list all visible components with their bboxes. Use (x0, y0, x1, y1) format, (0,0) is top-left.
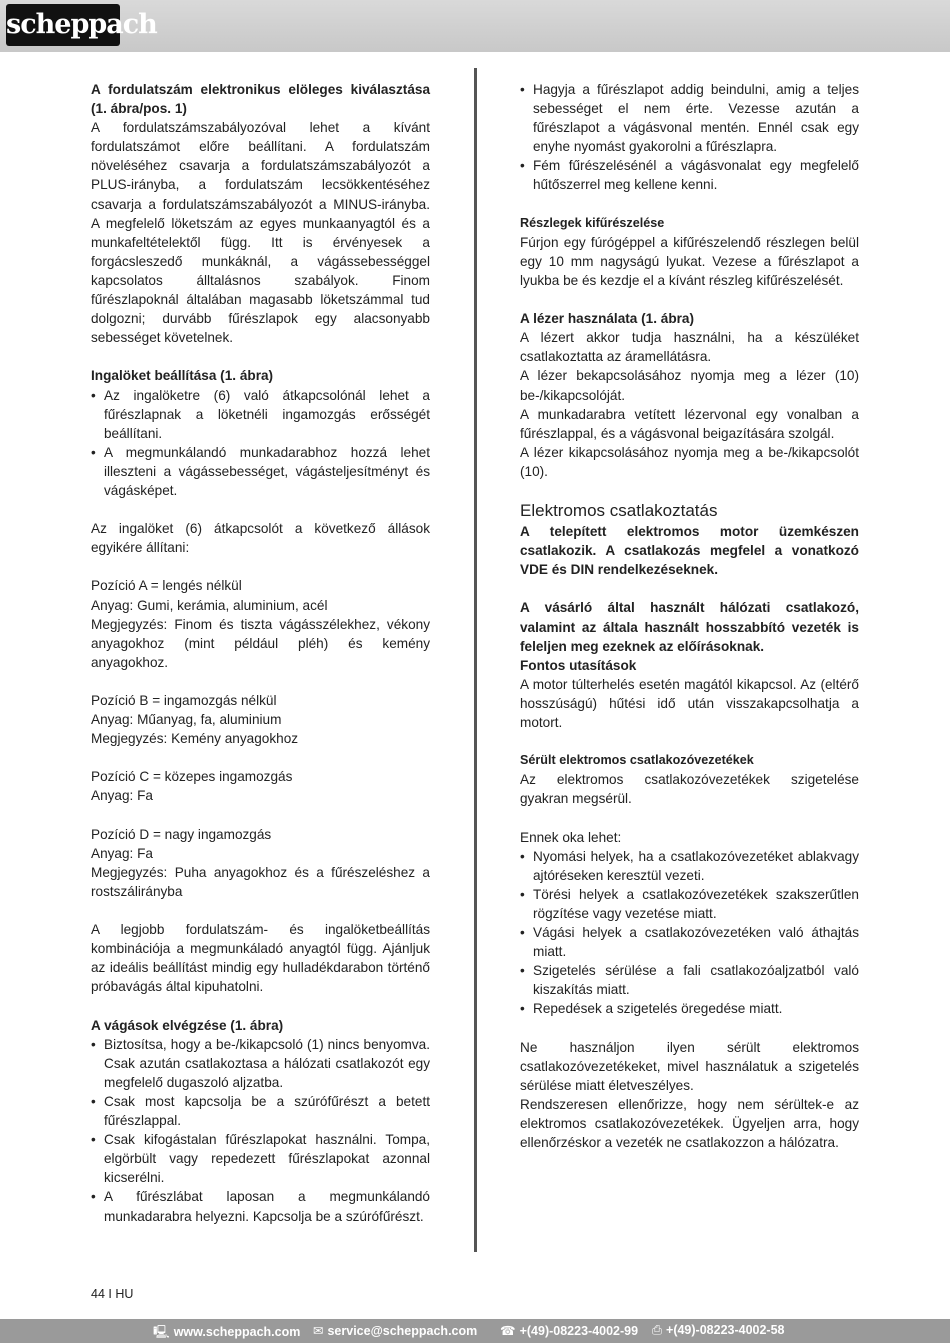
position-line: Megjegyzés: Kemény anyagokhoz (91, 731, 299, 747)
bullet-list (91, 386, 430, 501)
pendulum-section (91, 366, 430, 500)
section-title: A lézer használata (1. ábra) (520, 311, 695, 327)
section-title: Sérült elektromos csatlakozóvezetékek (520, 753, 754, 768)
right-column (520, 80, 859, 1171)
list-item: • Törési helyek a csatlakozóvezetékek szakszerűtlen rögzítése vagy vezetése miatt. (520, 885, 859, 923)
position-line: Pozíció A = lengés nélkül (91, 578, 242, 594)
footer-web-text: www.scheppach.com (173, 1325, 301, 1339)
causes-section (520, 828, 859, 1019)
paragraph: Ne használjon ilyen sérült elektromos csatlakozóvezetékeket, mivel használatuk a szigetelés sérülése miatt életveszélyes. (520, 1039, 859, 1093)
computer-icon: 🖳 (153, 1325, 170, 1339)
position-c (91, 767, 430, 805)
paragraph: A lézer bekapcsolásához nyomja meg a lézer (10) be-/kikapcsolóját. (520, 368, 859, 403)
bold-paragraph: A vásárló által használt hálózati csatlakozó, valamint az általa használt hosszabbító vezeték is feleljen meg ezeknek az előírásoknak. (520, 600, 859, 654)
paragraph: Rendszeresen ellenőrizze, hogy nem sérültek-e az elektromos csatlakozóvezetékek. Ügyeljen arra, hogy ellenőrzéskor a vezeték ne csatlakozzon a hálózatra. (520, 1096, 859, 1151)
laser-section (520, 309, 859, 481)
page-number: 44 I HU (91, 1287, 134, 1301)
chapter-heading: Elektromos csatlakoztatás (520, 501, 718, 521)
list-item: • Az ingalöketre (6) való átkapcsolónál lehet a fűrészlapnak a löketnéli ingamozgás erősségét beállítani. (91, 386, 430, 443)
position-d (91, 825, 430, 901)
footer-phone-text: +(49)-08223-4002-99 (519, 1324, 639, 1338)
list-item: • Szigetelés sérülése a fali csatlakozóaljzatból való kiszakítás miatt. (520, 961, 859, 999)
header-bar (0, 0, 950, 52)
phone-icon: ☎ (500, 1324, 516, 1338)
scheppach-logo: scheppach (6, 4, 120, 46)
section-title: Részlegek kifűrészelése (520, 215, 665, 230)
footer-bar (0, 1319, 950, 1343)
paragraph: A fordulatszámszabályozóval lehet a kívánt fordulatszámot előre beállítani. A fordulatszám növeléséhez csavarja a fordulatszámszabályozót a PLUS-irányba, a fordulatszám lecsökkentéséhez csavarja a fordulatszámszabályozót a MINUS-irányba. A megfelelő löketszám az egyes munkaanyagtól és a munkafeltételektől függ. Itt is érvényesek a forgácsleszedő munkáknál, a vágássebességgel kapcsolatos álltalásnos szabályok. Finom fűrészlapoknál általában magasabb löketszámmal tud dolgozni; durvább fűrészlapok egy alacsonyabb sebességet követelnek. (91, 120, 430, 346)
column-divider (474, 68, 477, 1252)
list-item: • Csak most kapcsolja be a szúrófűrészt a betett fűrészlappal. (91, 1092, 430, 1130)
position-line: Megjegyzés: Puha anyagokhoz és a fűrészeléshez a rostszálirányba (91, 864, 430, 899)
footer-fax (652, 1323, 785, 1338)
left-column (91, 80, 430, 1245)
paragraph: Ennek oka lehet: (520, 829, 622, 845)
paragraph: A lézert akkor tudja használni, ha a készüléket csatlakoztatta az áramellátásra. (520, 330, 859, 365)
list-item: • Repedések a szigetelés öregedése miatt. (520, 999, 859, 1018)
footer-fax-text: +(49)-08223-4002-58 (666, 1323, 785, 1337)
list-item: • Fém fűrészelésénél a vágásvonalat egy megfelelő hűtőszerrel meg kellene kenni. (520, 156, 859, 194)
bullet-list (520, 847, 859, 1019)
list-item: • Vágási helyek a csatlakozóvezetéken való áthajtás miatt. (520, 923, 859, 961)
position-b (91, 691, 430, 748)
position-line: Anyag: Fa (91, 788, 153, 804)
position-line: Pozíció B = ingamozgás nélkül (91, 693, 277, 708)
paragraph: Az elektromos csatlakozóvezetékek szigetelése gyakran megsérül. (520, 772, 859, 807)
important-section (520, 598, 859, 732)
section-title: Ingalöket beállítása (1. ábra) (91, 368, 274, 384)
footer-web[interactable] (153, 1323, 300, 1344)
list-item: • Nyomási helyek, ha a csatlakozóvezetéket ablakvagy ajtóréseken keresztül vezeti. (520, 847, 859, 885)
position-a (91, 576, 430, 671)
paragraph: Fúrjon egy fúrógéppel a kifűrészelendő részlegen belül egy 10 mm nagyságú lyukat. Vezese a fűrészlapot a lyukba be és kezdje el a kívánt részleg kifűrészelését. (520, 234, 859, 288)
switch-positions-intro (91, 519, 430, 557)
warning-section (520, 1038, 859, 1153)
paragraph: A motor túlterhelés esetén magától kikapcsol. Az (eltérő hosszúságú) hűtési idő után visszakapcsolhatja a motort. (520, 676, 859, 730)
list-item: • A megmunkálandó munkadarabhoz hozzá lehet illeszteni a vágássebességet, vágásteljesítményt és vágásképet. (91, 443, 430, 500)
list-item: • A fűrészlábat laposan a megmunkálandó munkadarabra helyezni. Kapcsolja be a szúrófűrészt. (91, 1187, 430, 1225)
position-line: Anyag: Gumi, kerámia, aluminium, acél (91, 597, 328, 613)
paragraph: A lézer kikapcsolásához nyomja meg a be-/kikapcsolót (10). (520, 444, 859, 479)
paragraph: Az ingalöket (6) átkapcsolót a következő állások egyikére állítani: (91, 521, 430, 556)
damaged-cables-section (520, 751, 859, 808)
footer-email[interactable] (313, 1323, 477, 1338)
bold-paragraph: A telepített elektromos motor üzemkészen csatlakozik. A csatlakozás megfelel a vonatkozó VDE és DIN rendelkezéseknek. (520, 524, 859, 578)
position-line: Megjegyzés: Finom és tiszta vágásszélekhez, vékony anyagokhoz (mint például pléh) és kemény anyagokhoz. (91, 616, 430, 670)
electrical-section (520, 500, 859, 579)
footer-email-text: service@scheppach.com (327, 1324, 478, 1338)
cutting-continued (520, 80, 859, 195)
bullet-list (520, 80, 859, 195)
list-item: • Csak kifogástalan fűrészlapokat használni. Tompa, elgörbült vagy repedezett fűrészlapokat azonnal kicserélni. (91, 1130, 430, 1187)
bullet-list (91, 1035, 430, 1226)
cutting-section (91, 1016, 430, 1226)
list-item: • Biztosítsa, hogy a be-/kikapcsoló (1) nincs benyomva. Csak azután csatlakoztasa a hálózati csatlakozót egy megfelelő dugaszoló aljzatba. (91, 1035, 430, 1092)
footer-phone (500, 1323, 638, 1338)
mail-icon: ✉ (313, 1324, 324, 1338)
list-item: • Hagyja a fűrészlapot addig beindulni, amig a teljes sebességet el nem érte. Vezesse azután a fűrészlapot a vágásvonal mentén. Ennél csak egy enyhe nyomást gyakorolni a fűrészlapra. (520, 80, 859, 156)
position-line: Pozíció C = közepes ingamozgás (91, 769, 293, 785)
section-title: Fontos utasítások (520, 657, 637, 673)
section-title: A vágások elvégzése (1. ábra) (91, 1017, 284, 1033)
position-line: Anyag: Fa (91, 845, 153, 861)
paragraph: A munkadarabra vetített lézervonal egy vonalban a fűrészlappal, és a vágásvonal beigazítására szolgál. (520, 406, 859, 441)
position-line: Pozíció D = nagy ingamozgás (91, 826, 272, 842)
fax-icon: ⎙ (652, 1323, 663, 1337)
paragraph: A legjobb fordulatszám- és ingalöketbeállítás kombinációja a megmunkáladó anyagtól függ. Ajánljuk az ideális beállítást mindig egy hulladékdarabon történő próbavágás által kipuhatolni. (91, 922, 430, 995)
best-setting-paragraph (91, 920, 430, 996)
cutouts-section (520, 214, 859, 290)
speed-preselect-section (91, 80, 430, 347)
section-title: A fordulatszám elektronikus elöleges kiválasztása (1. ábra/pos. 1) (91, 82, 430, 117)
position-line: Anyag: Műanyag, fa, aluminium (91, 712, 282, 728)
